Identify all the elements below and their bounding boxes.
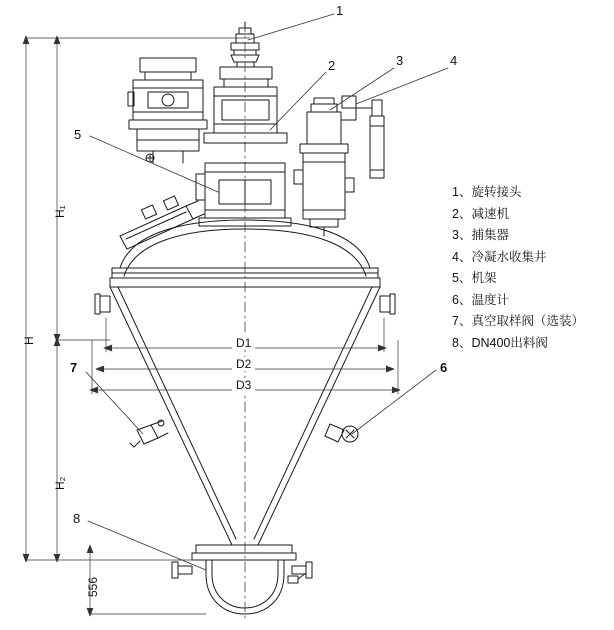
callout-1: 1 <box>336 3 344 18</box>
dimension-label-D2: D2 <box>232 357 255 371</box>
legend-item-8: 8、DN400出料阀 <box>452 335 548 350</box>
dimension-label-H1: H₁ <box>53 205 67 218</box>
legend-item-6: 6、温度计 <box>452 292 509 307</box>
callout-6: 6 <box>440 360 448 375</box>
callout-8: 8 <box>73 511 81 526</box>
dimension-label-H2: H₂ <box>53 476 67 490</box>
legend-item-4: 4、冷凝水收集井 <box>452 249 547 264</box>
legend-item-2: 2、减速机 <box>452 206 509 221</box>
frame-support <box>196 163 291 226</box>
catcher-condenser <box>294 96 384 236</box>
leader-lines <box>86 14 448 570</box>
legend-item-1: 1、旋转接头 <box>452 185 522 199</box>
dimension-label-D3: D3 <box>232 378 255 392</box>
legend <box>452 182 612 354</box>
dimension-label-D1: D1 <box>232 336 255 350</box>
dimension-label-H: H <box>22 336 36 345</box>
legend-item-5: 5、机架 <box>452 271 497 285</box>
callout-5: 5 <box>74 127 82 142</box>
callout-2: 2 <box>328 58 336 73</box>
discharge-valve <box>172 545 312 614</box>
callout-4: 4 <box>450 53 458 68</box>
dimension-label-556: 556 <box>86 576 100 597</box>
legend-item-7: 7、真空取样阀（选装） <box>452 314 584 328</box>
sampling-valve <box>130 420 168 447</box>
reducer-block <box>204 67 287 143</box>
callout-7: 7 <box>70 360 78 375</box>
callout-3: 3 <box>396 53 404 68</box>
dimension-lines <box>23 36 400 616</box>
motor <box>128 58 207 163</box>
legend-item-3: 3、捕集器 <box>452 228 509 242</box>
